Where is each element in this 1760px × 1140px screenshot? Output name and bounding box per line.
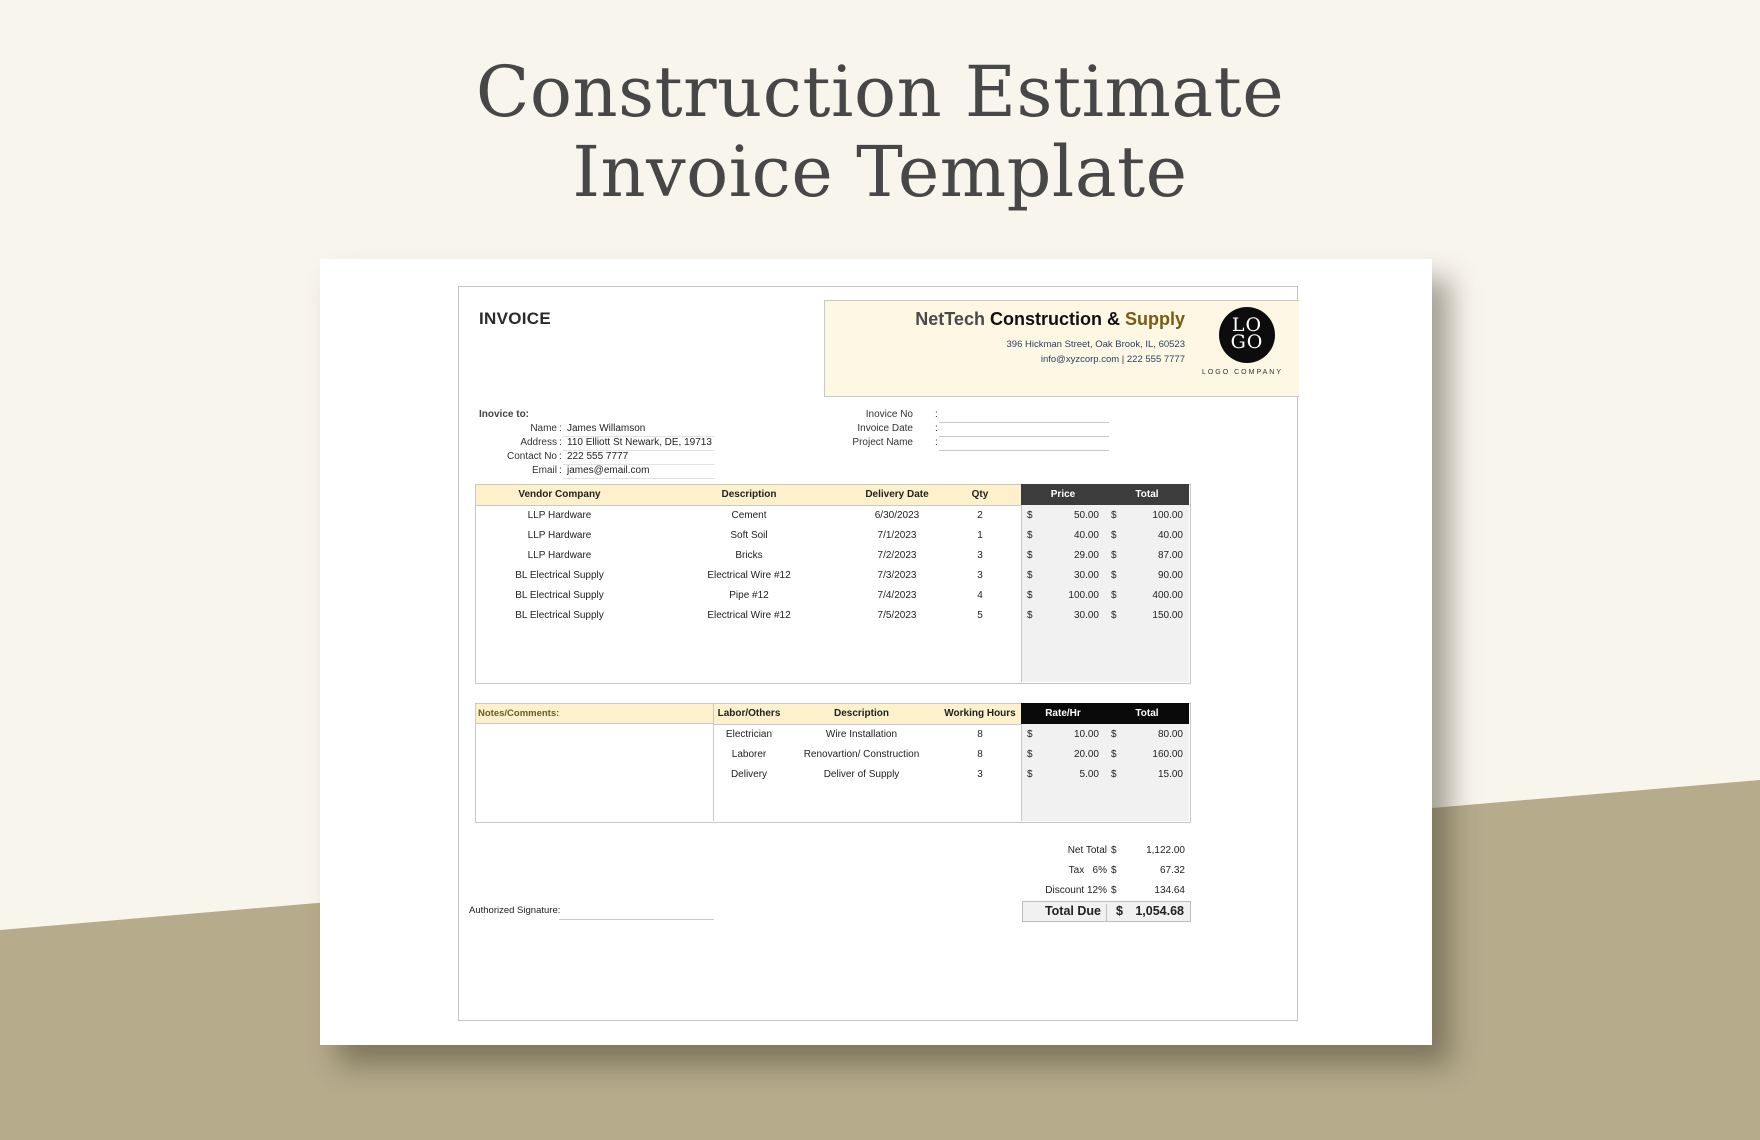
labor-table-container	[475, 703, 1191, 823]
company-name-part2: Construction &	[989, 309, 1120, 329]
currency-symbol: $	[1027, 609, 1033, 621]
currency-symbol: $	[1027, 569, 1033, 581]
col-labor-total: Total	[1105, 703, 1189, 724]
price-cell: 40.00	[1073, 529, 1099, 541]
page-title	[0, 52, 1760, 212]
colon: :	[935, 409, 938, 420]
qty-cell: 3	[977, 549, 983, 561]
currency-symbol: $	[1111, 865, 1117, 876]
vendor-cell: LLP Hardware	[527, 509, 592, 521]
bill-to-address-label: Address	[520, 437, 557, 448]
description-cell: Electrical Wire #12	[707, 569, 791, 581]
signature-label: Authorized Signature:	[469, 905, 561, 916]
currency-symbol: $	[1027, 728, 1033, 740]
bill-to-contact-label: Contact No	[506, 451, 557, 462]
bill-to-title: Inovice to:	[479, 409, 530, 420]
table-row	[714, 744, 1189, 764]
date-cell: 7/5/2023	[877, 609, 917, 621]
items-header-row	[476, 484, 1189, 505]
table-row	[476, 565, 1189, 585]
total-due-label: Total Due	[1023, 904, 1107, 922]
description-cell: Pipe #12	[729, 589, 769, 601]
bill-to-address-row	[479, 437, 719, 451]
total-cell: 160.00	[1152, 748, 1183, 760]
date-cell: 7/4/2023	[877, 589, 917, 601]
company-name-part1: NetTech	[915, 309, 985, 329]
discount-row	[1019, 885, 1191, 899]
logo-line1: LO	[1231, 314, 1263, 336]
hours-cell: 8	[977, 728, 983, 740]
description-cell: Deliver of Supply	[823, 768, 900, 780]
invoice-sheet	[320, 259, 1432, 1045]
discount-label	[1045, 885, 1107, 896]
colon: :	[559, 465, 562, 476]
tax-row	[1019, 865, 1191, 879]
logo-line2: GO	[1230, 331, 1264, 353]
vendor-cell: LLP Hardware	[527, 529, 592, 541]
currency-symbol: $	[1027, 748, 1033, 760]
total-due-box	[1022, 901, 1191, 922]
net-total-value: 1,122.00	[1146, 845, 1185, 856]
company-name-part3: Supply	[1124, 309, 1185, 329]
signature-field[interactable]	[559, 919, 714, 920]
colon: :	[559, 437, 562, 448]
col-price: Price	[1021, 484, 1105, 505]
discount-label-text: Discount	[1045, 885, 1085, 896]
currency-symbol: $	[1027, 529, 1033, 541]
net-total-row	[1019, 845, 1191, 859]
colon: :	[935, 437, 938, 448]
bill-to-email-row	[479, 465, 719, 479]
role-cell: Delivery	[730, 768, 768, 780]
table-row	[476, 525, 1189, 545]
price-cell: 30.00	[1073, 569, 1099, 581]
company-contact: info@xyzcorp.com | 222 555 7777	[1040, 354, 1185, 365]
date-cell: 6/30/2023	[874, 509, 920, 521]
total-cell: 80.00	[1157, 728, 1183, 740]
total-due-value: 1,054.68	[1135, 904, 1184, 918]
invoice-no-label: Inovice No	[865, 409, 913, 420]
invoice-no-row	[839, 409, 1109, 423]
bill-to-email-label: Email	[531, 465, 557, 476]
col-working-hours: Working Hours	[939, 703, 1021, 724]
invoice-date-row	[839, 423, 1109, 437]
currency-symbol: $	[1027, 509, 1033, 521]
discount-rate: 12%	[1086, 885, 1107, 896]
qty-cell: 4	[977, 589, 983, 601]
labor-table	[714, 703, 1189, 785]
currency-symbol: $	[1111, 589, 1117, 601]
invoice-heading: INVOICE	[479, 309, 552, 328]
items-table	[476, 484, 1189, 626]
table-row	[476, 605, 1189, 625]
logo-caption: LOGO COMPANY	[1201, 369, 1283, 376]
description-cell: Renovartion/ Construction	[803, 748, 920, 760]
currency-symbol: $	[1111, 529, 1117, 541]
discount-value: 134.64	[1154, 885, 1185, 896]
company-address: 396 Hickman Street, Oak Brook, IL, 60523	[1006, 339, 1185, 350]
currency-symbol: $	[1111, 728, 1117, 740]
invoice-no-field[interactable]	[939, 409, 1109, 423]
bill-to-email-field[interactable]: james@email.com	[563, 465, 715, 479]
items-table-container	[475, 484, 1191, 684]
col-qty: Qty	[939, 484, 1021, 505]
project-name-row	[839, 437, 1109, 451]
description-cell: Electrical Wire #12	[707, 609, 791, 621]
currency-symbol: $	[1027, 768, 1033, 780]
bill-to-contact-row	[479, 451, 719, 465]
bill-to-name-field[interactable]: James Willamson	[563, 423, 715, 437]
currency-symbol: $	[1111, 748, 1117, 760]
company-name	[915, 309, 1185, 330]
currency-symbol: $	[1027, 589, 1033, 601]
qty-cell: 2	[977, 509, 983, 521]
currency-symbol: $	[1111, 768, 1117, 780]
total-cell: 100.00	[1152, 509, 1183, 521]
table-row	[714, 764, 1189, 784]
tax-value: 67.32	[1159, 865, 1185, 876]
invoice-date-field[interactable]	[939, 423, 1109, 437]
description-cell: Bricks	[735, 549, 763, 561]
bill-to-address-field[interactable]: 110 Elliott St Newark, DE, 19713	[563, 437, 715, 451]
currency-symbol: $	[1111, 549, 1117, 561]
vendor-cell: BL Electrical Supply	[515, 609, 604, 621]
tax-rate: 6%	[1092, 865, 1107, 876]
tax-label-text: Tax	[1068, 865, 1085, 876]
currency-symbol: $	[1111, 845, 1117, 856]
bill-to-name-row	[479, 423, 719, 437]
role-cell: Laborer	[731, 748, 767, 760]
notes-field[interactable]	[476, 724, 713, 820]
rate-cell: 10.00	[1073, 728, 1099, 740]
price-cell: 100.00	[1068, 589, 1099, 601]
col-delivery-date: Delivery Date	[855, 484, 939, 505]
price-cell: 30.00	[1073, 609, 1099, 621]
currency-symbol: $	[1111, 569, 1117, 581]
col-description: Description	[643, 484, 855, 505]
net-total-label: Net Total	[1067, 845, 1107, 856]
date-cell: 7/3/2023	[877, 569, 917, 581]
qty-cell: 1	[977, 529, 983, 541]
rate-cell: 20.00	[1073, 748, 1099, 760]
notes-label: Notes/Comments:	[476, 704, 713, 724]
colon: :	[559, 423, 562, 434]
vendor-cell: LLP Hardware	[527, 549, 592, 561]
page-title-line2: Invoice Template	[572, 131, 1188, 213]
colon: :	[559, 451, 562, 462]
col-labor-others: Labor/Others	[714, 703, 784, 724]
project-name-field[interactable]	[939, 437, 1109, 451]
tax-label	[1069, 865, 1107, 876]
total-cell: 90.00	[1157, 569, 1183, 581]
col-vendor-company: Vendor Company	[476, 484, 643, 505]
qty-cell: 5	[977, 609, 983, 621]
col-labor-description: Description	[784, 703, 939, 724]
labor-header-row	[714, 703, 1189, 724]
table-row	[476, 585, 1189, 605]
role-cell: Electrician	[725, 728, 773, 740]
hours-cell: 3	[977, 768, 983, 780]
notes-section	[476, 704, 714, 821]
description-cell: Cement	[731, 509, 767, 521]
table-row	[714, 724, 1189, 744]
date-cell: 7/2/2023	[877, 549, 917, 561]
vendor-cell: BL Electrical Supply	[515, 569, 604, 581]
col-total: Total	[1105, 484, 1189, 505]
vendor-cell: BL Electrical Supply	[515, 589, 604, 601]
qty-cell: 3	[977, 569, 983, 581]
table-row	[476, 505, 1189, 525]
description-cell: Soft Soil	[730, 529, 768, 541]
bill-to-contact-field[interactable]: 222 555 7777	[563, 451, 715, 465]
total-cell: 15.00	[1157, 768, 1183, 780]
price-cell: 50.00	[1073, 509, 1099, 521]
colon: :	[935, 423, 938, 434]
table-row	[476, 545, 1189, 565]
total-cell: 40.00	[1157, 529, 1183, 541]
description-cell: Wire Installation	[825, 728, 898, 740]
total-cell: 150.00	[1152, 609, 1183, 621]
bill-to-name-label: Name	[530, 423, 557, 434]
invoice-document	[458, 286, 1298, 1021]
date-cell: 7/1/2023	[877, 529, 917, 541]
currency-symbol: $	[1027, 549, 1033, 561]
currency-symbol: $	[1111, 609, 1117, 621]
project-name-label: Project Name	[852, 437, 913, 448]
total-cell: 87.00	[1157, 549, 1183, 561]
currency-symbol: $	[1111, 509, 1117, 521]
hours-cell: 8	[977, 748, 983, 760]
currency-symbol: $	[1111, 885, 1117, 896]
currency-symbol: $	[1116, 904, 1123, 918]
invoice-date-label: Invoice Date	[857, 423, 913, 434]
price-cell: 29.00	[1073, 549, 1099, 561]
company-header	[824, 300, 1299, 397]
total-cell: 400.00	[1152, 589, 1183, 601]
rate-cell: 5.00	[1079, 768, 1099, 780]
page-title-line1: Construction Estimate	[475, 51, 1285, 133]
logo-icon	[1219, 307, 1275, 363]
col-rate-hr: Rate/Hr	[1021, 703, 1105, 724]
